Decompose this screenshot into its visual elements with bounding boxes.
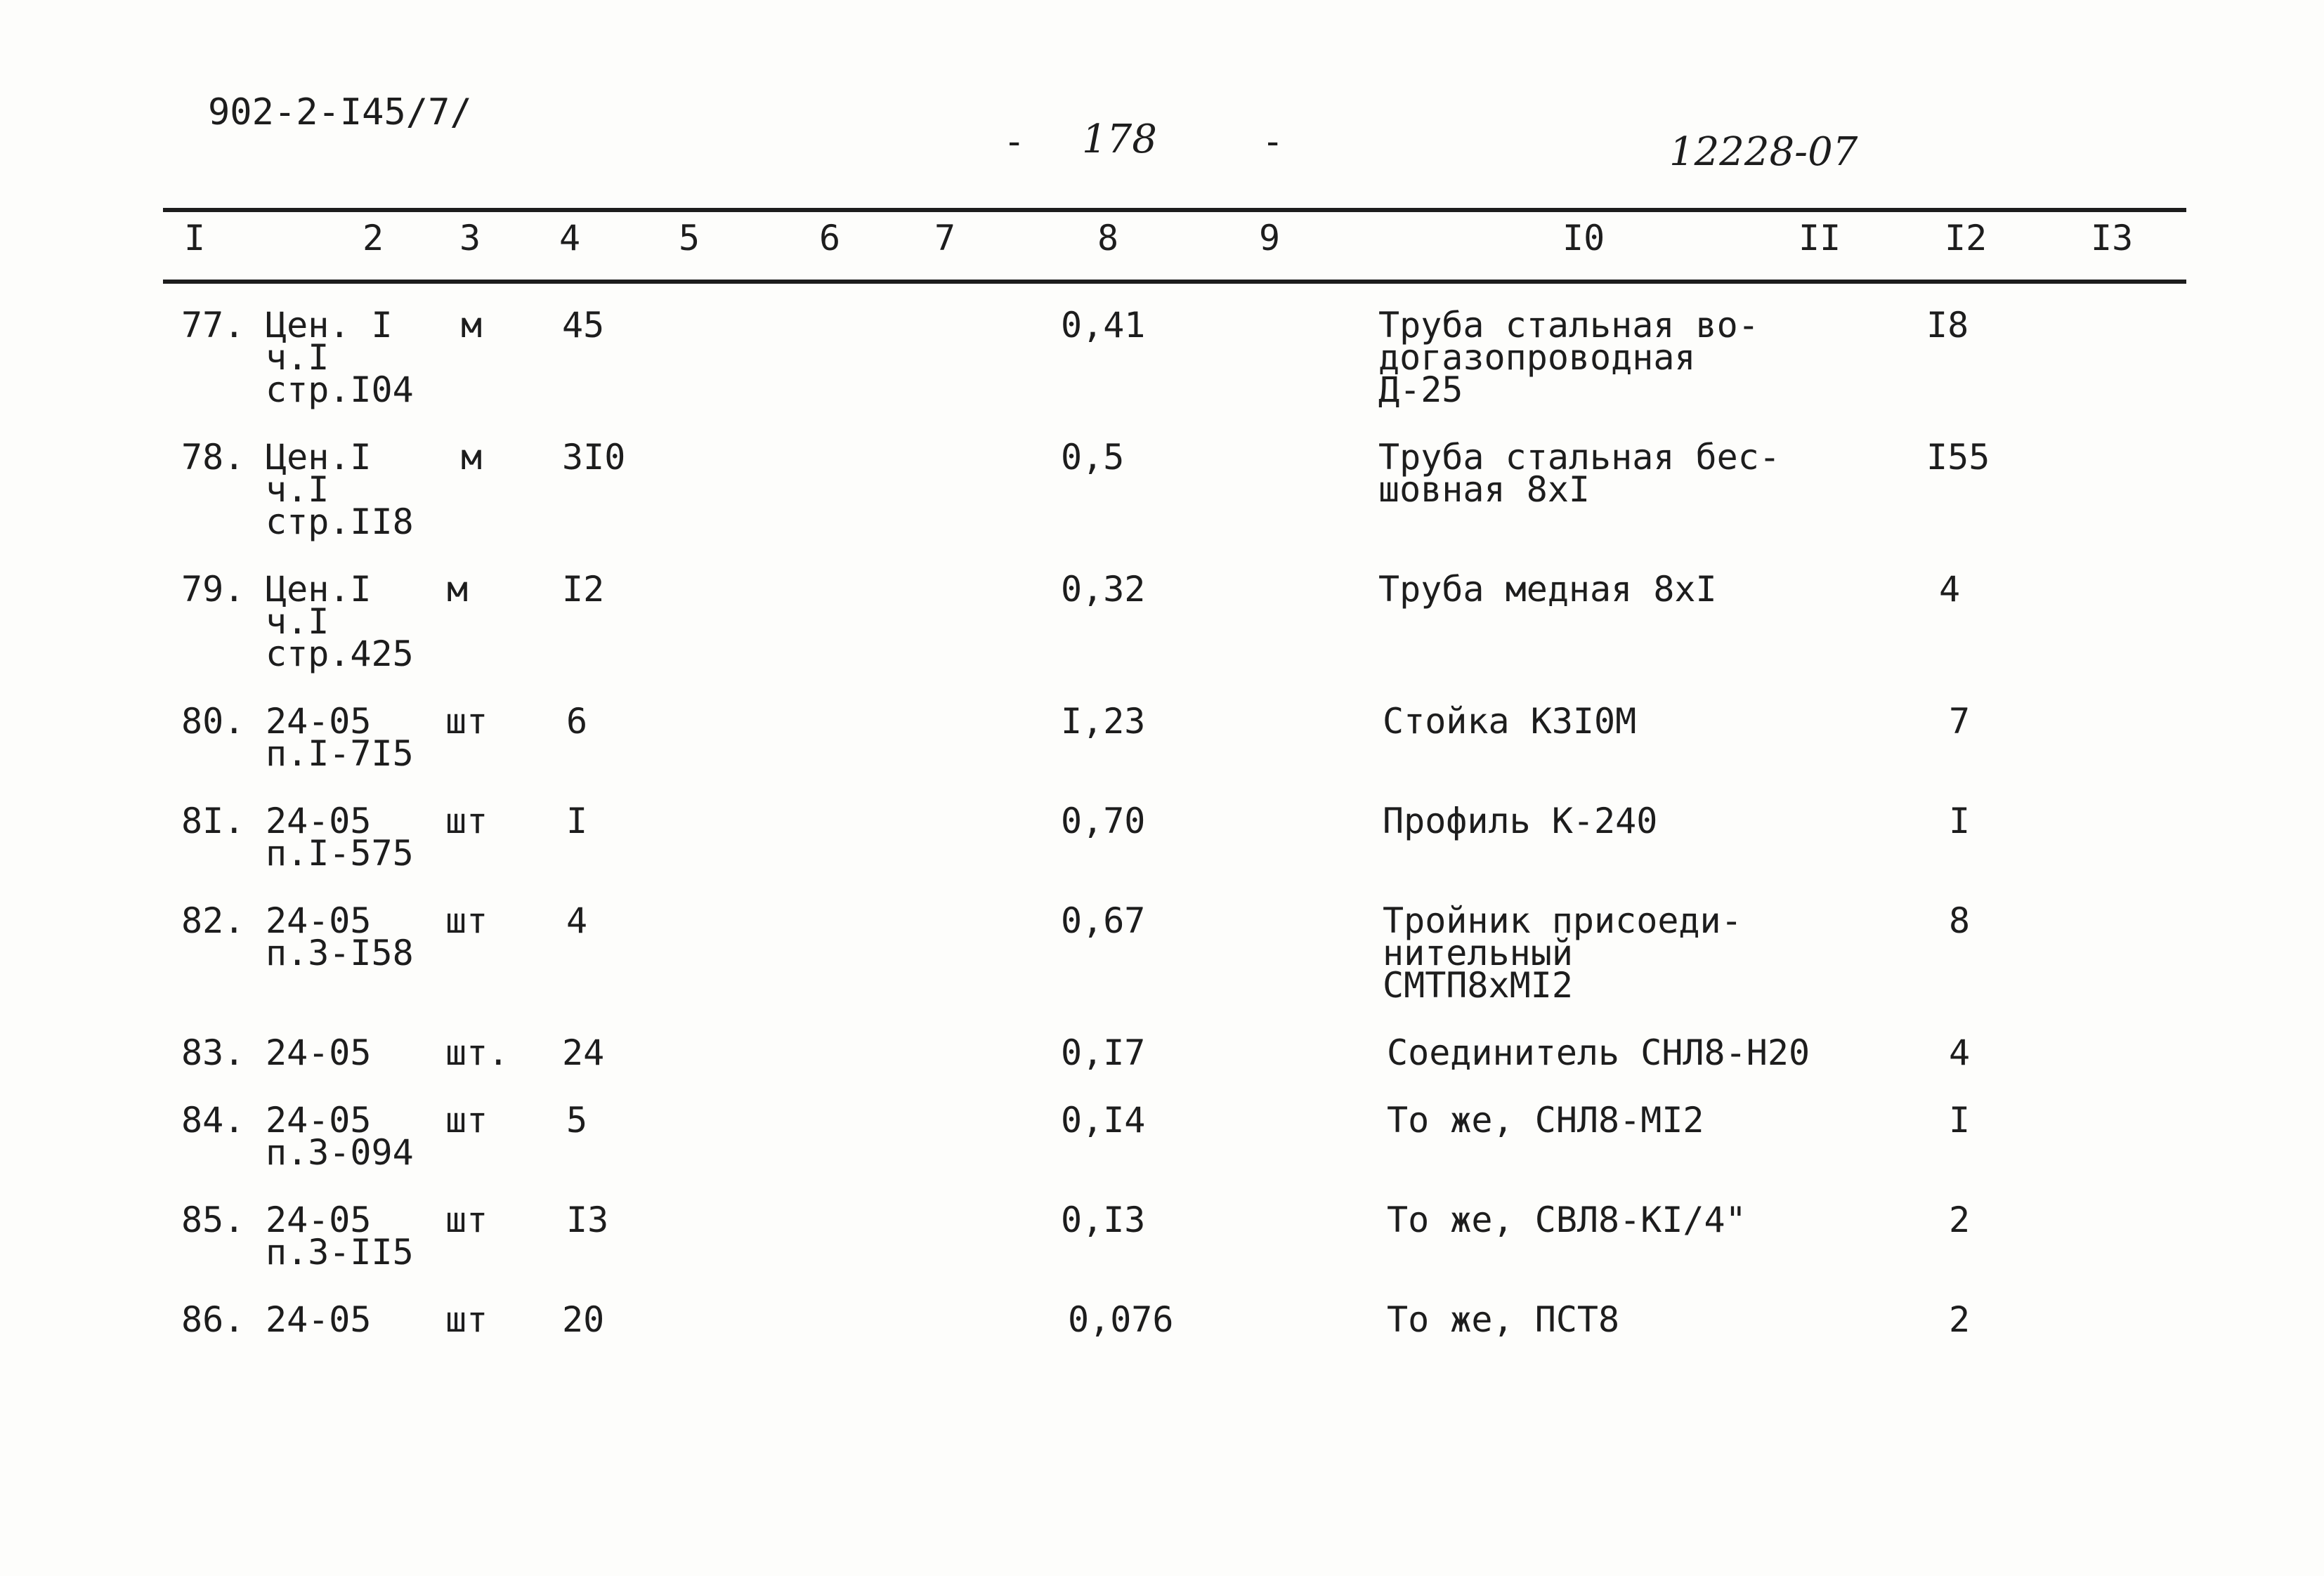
row-name: Труба стальная бес- шовная 8хI (1378, 437, 1780, 510)
row-number: 84. (181, 1100, 245, 1141)
row-number: 83. (181, 1032, 245, 1073)
row-quantity: 20 (562, 1299, 605, 1340)
row-price: 0,076 (1068, 1299, 1174, 1340)
row-reference: Цен. I ч.I стр.I04 (266, 305, 414, 410)
column-header-1: I (184, 218, 206, 258)
row-price: 0,I7 (1061, 1032, 1146, 1073)
row-total: 8 (1949, 900, 1971, 941)
row-total: 2 (1949, 1299, 1971, 1340)
row-unit: м (461, 437, 483, 478)
row-unit: шт (445, 801, 488, 841)
row-reference: 24-05 п.I-575 (266, 801, 414, 874)
row-reference: Цен.I ч.I стр.II8 (266, 437, 414, 542)
page-dash-left: - (1003, 121, 1026, 163)
row-quantity: 5 (566, 1100, 588, 1141)
row-quantity: 6 (566, 701, 588, 742)
row-quantity: 24 (562, 1032, 605, 1073)
row-number: 8I. (181, 801, 245, 841)
column-header-12: I2 (1945, 218, 1987, 258)
row-unit: м (461, 305, 483, 346)
row-quantity: I (566, 801, 588, 841)
row-total: I8 (1926, 305, 1969, 346)
row-total: 2 (1949, 1200, 1971, 1240)
table-header-rule (163, 280, 2186, 284)
row-reference: 24-05 п.I-7I5 (266, 701, 414, 774)
row-number: 85. (181, 1200, 245, 1240)
row-total: 4 (1939, 569, 1961, 610)
row-number: 80. (181, 701, 245, 742)
column-header-10: I0 (1562, 218, 1605, 258)
column-header-5: 5 (679, 218, 700, 258)
row-name: Соединитель СНЛ8-Н20 (1387, 1032, 1810, 1073)
row-reference: 24-05 п.3-II5 (266, 1200, 414, 1273)
page-dash-right: - (1262, 121, 1284, 163)
row-reference: 24-05 (266, 1299, 372, 1340)
row-unit: шт (445, 701, 488, 742)
row-quantity: I3 (566, 1200, 609, 1240)
row-name: Труба медная 8хI (1378, 569, 1717, 610)
document-code: 902-2-I45/7/ (208, 91, 472, 133)
row-number: 77. (181, 305, 245, 346)
column-header-6: 6 (819, 218, 841, 258)
row-name: Тройник присоеди- нительный СМТП8хМI2 (1383, 900, 1742, 1006)
row-unit: шт (445, 900, 488, 941)
row-quantity: I2 (562, 569, 605, 610)
row-unit: шт. (445, 1032, 509, 1073)
row-price: 0,I3 (1061, 1200, 1146, 1240)
column-header-9: 9 (1259, 218, 1281, 258)
row-name: Стойка К3I0М (1383, 701, 1637, 742)
row-name: Профиль К-240 (1383, 801, 1658, 841)
row-unit: шт (445, 1200, 488, 1240)
row-name: То же, ПСТ8 (1387, 1299, 1620, 1340)
row-price: 0,70 (1061, 801, 1146, 841)
table-top-rule (163, 208, 2186, 212)
row-reference: 24-05 (266, 1032, 372, 1073)
row-name: То же, СНЛ8-МI2 (1387, 1100, 1704, 1141)
row-total: 7 (1949, 701, 1971, 742)
row-name: То же, СВЛ8-КI/4" (1387, 1200, 1747, 1240)
column-header-8: 8 (1097, 218, 1119, 258)
column-header-7: 7 (934, 218, 956, 258)
row-name: Труба стальная во- догазопроводная Д-25 (1378, 305, 1759, 410)
row-price: 0,67 (1061, 900, 1146, 941)
row-unit: шт (445, 1299, 488, 1340)
row-reference: Цен.I ч.I стр.425 (266, 569, 414, 674)
column-header-2: 2 (363, 218, 384, 258)
row-unit: шт (445, 1100, 488, 1141)
row-quantity: 3I0 (562, 437, 626, 478)
row-price: 0,41 (1061, 305, 1146, 346)
column-header-11: II (1799, 218, 1841, 258)
row-total: I (1949, 801, 1971, 841)
row-reference: 24-05 п.3-094 (266, 1100, 414, 1173)
row-number: 86. (181, 1299, 245, 1340)
row-total: I (1949, 1100, 1971, 1141)
row-number: 79. (181, 569, 245, 610)
row-unit: м (447, 569, 469, 610)
row-reference: 24-05 п.3-I58 (266, 900, 414, 973)
archive-number: 12228-07 (1669, 129, 1858, 175)
column-header-13: I3 (2091, 218, 2134, 258)
column-header-3: 3 (459, 218, 481, 258)
row-number: 82. (181, 900, 245, 941)
row-number: 78. (181, 437, 245, 478)
row-quantity: 4 (566, 900, 588, 941)
column-header-4: 4 (559, 218, 581, 258)
row-total: 4 (1949, 1032, 1971, 1073)
row-price: 0,32 (1061, 569, 1146, 610)
row-quantity: 45 (562, 305, 605, 346)
row-total: I55 (1926, 437, 1990, 478)
row-price: I,23 (1061, 701, 1146, 742)
page-number: 178 (1082, 117, 1157, 162)
row-price: 0,I4 (1061, 1100, 1146, 1141)
row-price: 0,5 (1061, 437, 1125, 478)
